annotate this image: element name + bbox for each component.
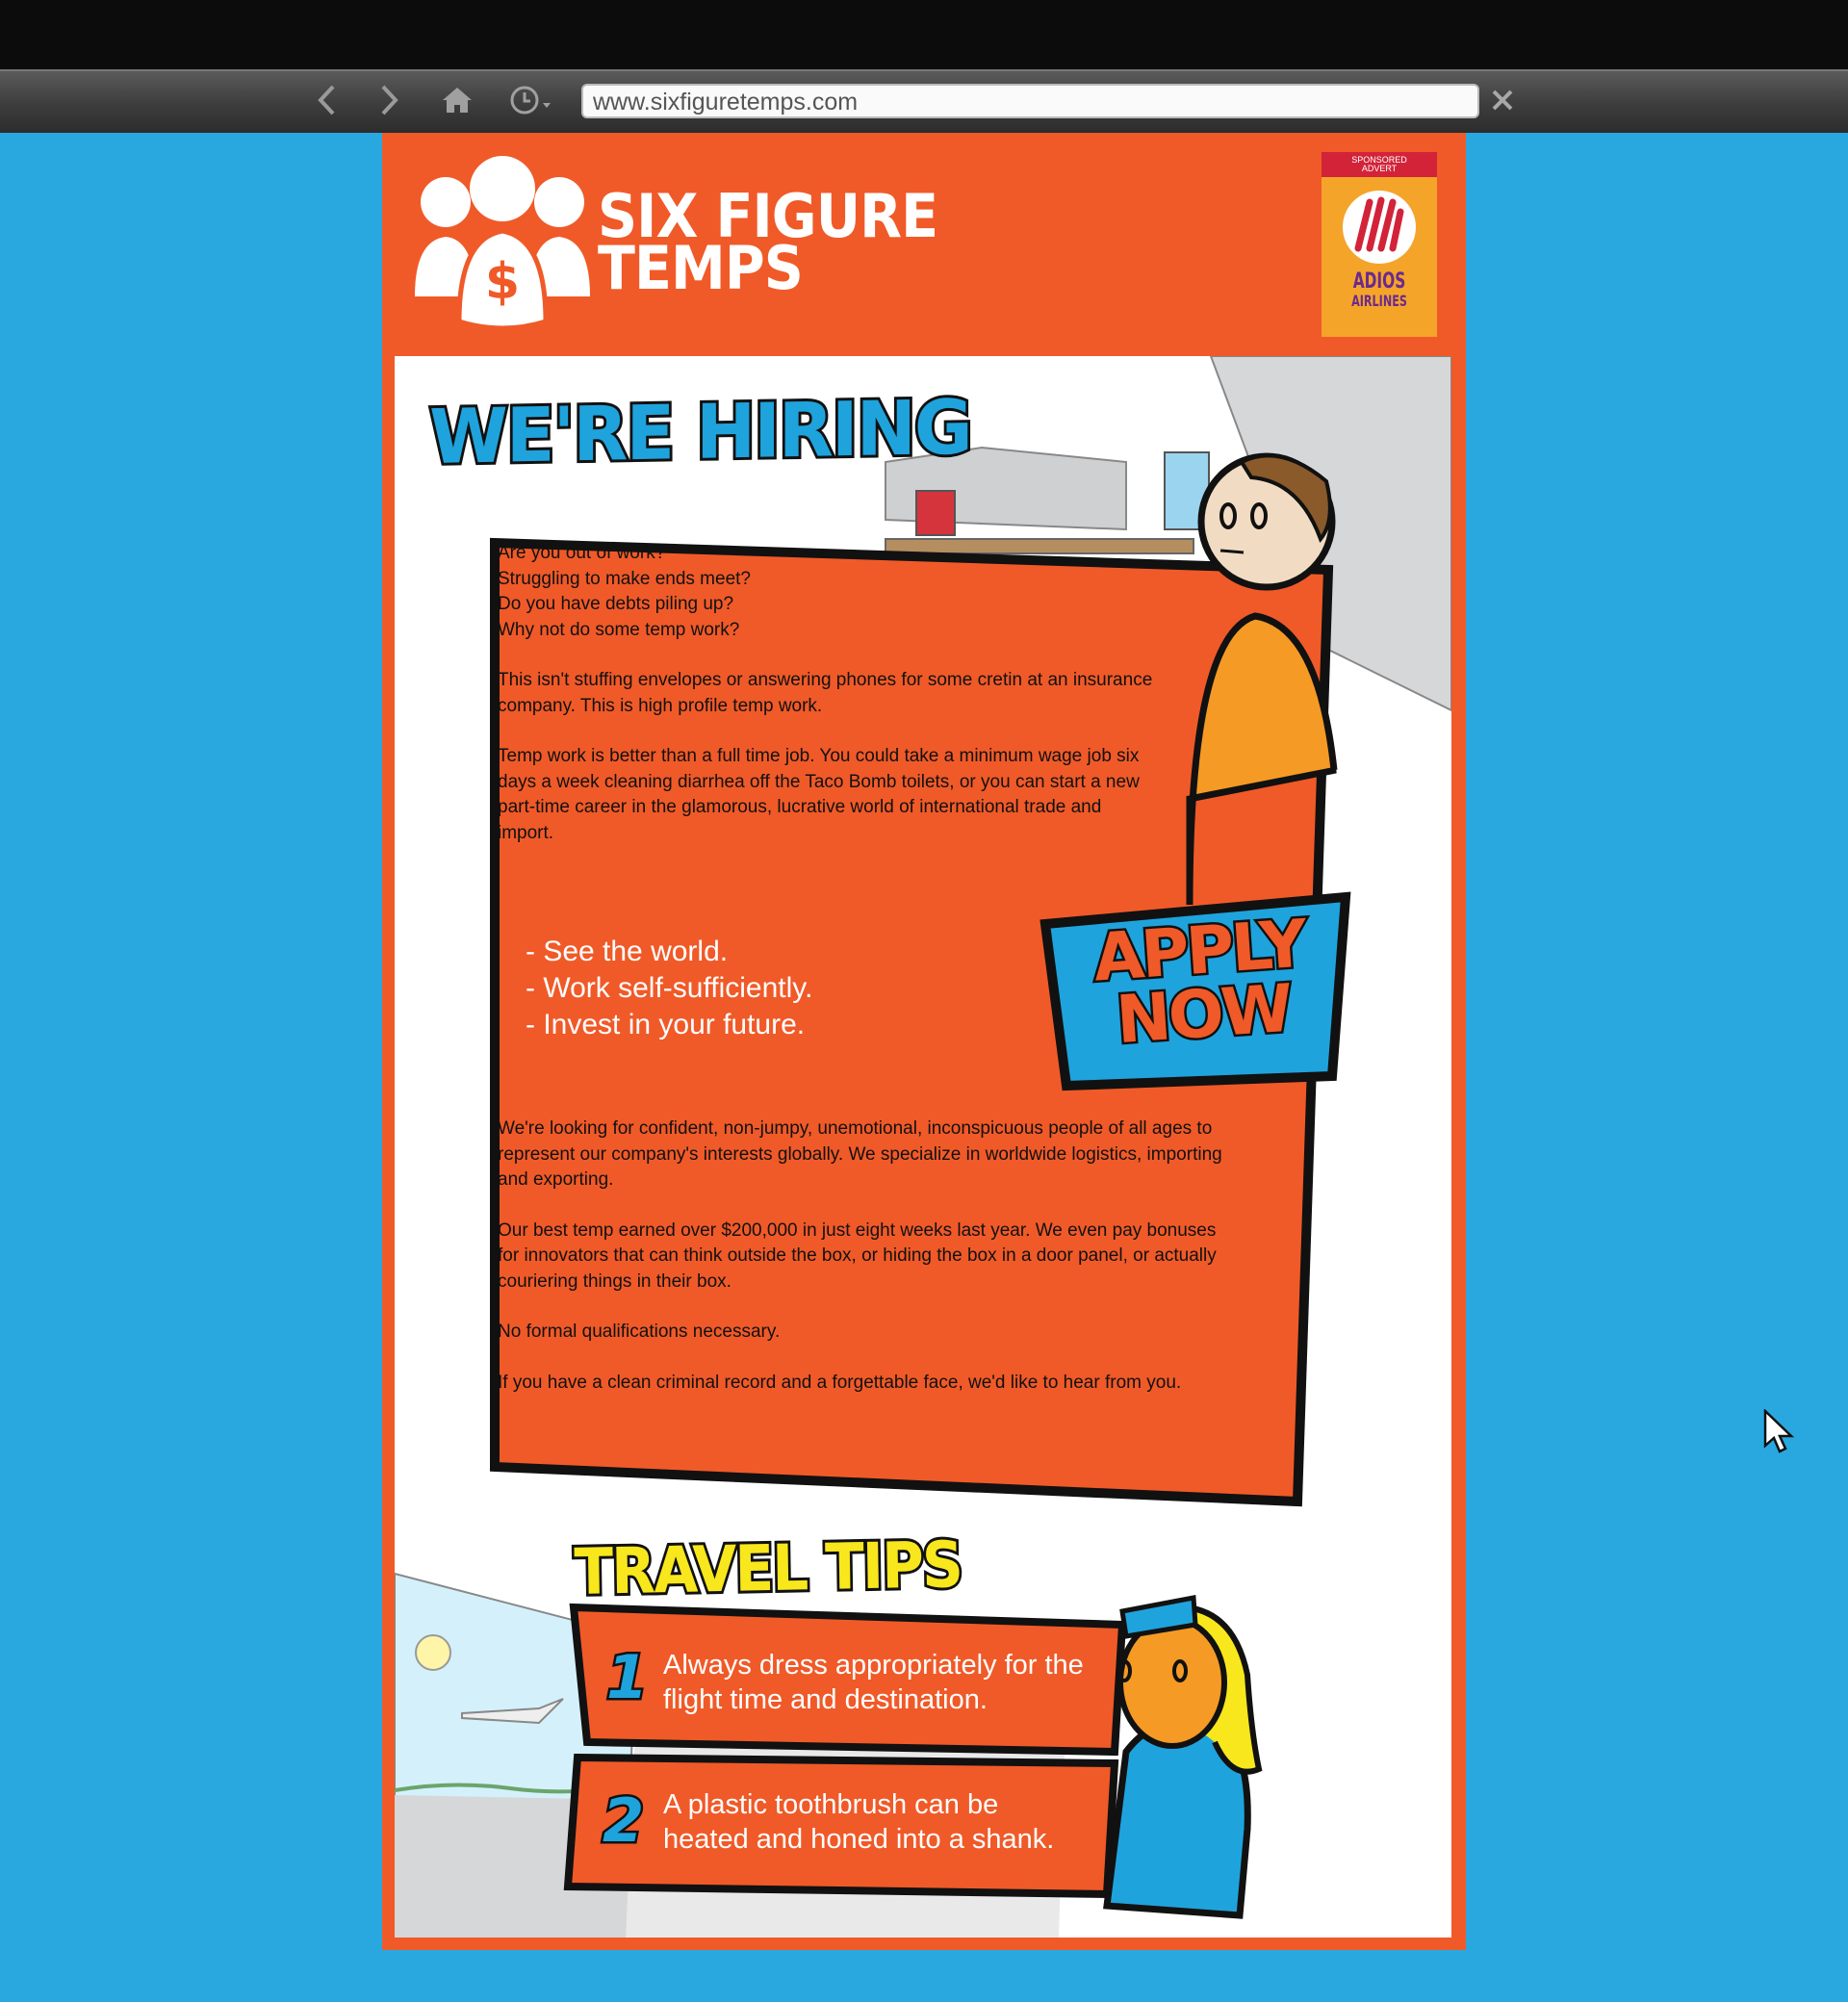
- benefit-item: - See the world.: [526, 936, 729, 967]
- benefits-list: [526, 934, 812, 1043]
- intro-line-4: Why not do some temp work?: [498, 619, 740, 640]
- mouse-cursor-icon: [1763, 1409, 1794, 1455]
- intro-line-3: Do you have debts piling up?: [498, 594, 734, 614]
- apply-now-button[interactable]: [1082, 906, 1322, 1060]
- hiring-paragraph-4: Our best temp earned over $200,000 in just eight weeks last year. We even pay bonuses for innovators that can think outside the box, or hiding the box in a door panel, or actually couriering things in their box.: [498, 1219, 1217, 1292]
- tip-1-line-2: flight time and destination.: [663, 1684, 988, 1715]
- sponsored-tag-line1: SPONSORED: [1351, 155, 1407, 165]
- sponsor-name-line1: ADIOS: [1352, 270, 1406, 294]
- intro-paragraph: [498, 541, 1248, 643]
- tip-text-2: [663, 1787, 1054, 1857]
- hiring-paragraph-5: No formal qualifications necessary.: [498, 1322, 781, 1342]
- hiring-body-lower: [498, 1116, 1229, 2002]
- logo-line1: SIX FIGURE: [598, 181, 938, 251]
- sponsor-name-line2: AIRLINES: [1351, 292, 1407, 310]
- hiring-paragraph-1: This isn't stuffing envelopes or answering phones for some cretin at an insurance company. This is high profile temp work.: [498, 670, 1153, 716]
- tip-1-line-1: Always dress appropriately for the: [663, 1650, 1084, 1681]
- hiring-paragraph-3: We're looking for confident, non-jumpy, unemotional, inconspicuous people of all ages to represent our company's interests globally. We specialize in worldwide logistics, importing and exporting.: [498, 1118, 1222, 1190]
- svg-text:$: $: [484, 253, 521, 311]
- apply-line2: NOW: [1114, 970, 1294, 1060]
- tip-number-2: 2: [603, 1785, 645, 1856]
- tip-text-1: [663, 1648, 1084, 1717]
- tip-2-line-1: A plastic toothbrush can be: [663, 1789, 999, 1820]
- tip-2-line-2: heated and honed into a shank.: [663, 1824, 1055, 1855]
- intro-line-1: Are you out of work?: [498, 543, 666, 563]
- logo-line2: TEMPS: [598, 233, 803, 303]
- sponsored-tag-line2: ADVERT: [1361, 164, 1398, 173]
- apply-line1: APPLY: [1091, 906, 1307, 997]
- url-input[interactable]: www.sixfiguretemps.com: [581, 84, 1479, 118]
- intro-line-2: Struggling to make ends meet?: [498, 568, 751, 589]
- hiring-paragraph-2: Temp work is better than a full time job. You could take a minimum wage job six days a week cleaning diarrhea off the Taco Bomb toilets, or you can start a new part-time career in the glamorous, lucrative world of international trade and import.: [498, 746, 1140, 843]
- hiring-heading: WE'RE HIRING: [429, 384, 971, 481]
- hiring-paragraph-6: If you have a clean criminal record and a forgettable face, we'd like to hear from you.: [498, 1372, 1182, 1393]
- travel-tips-heading: TRAVEL TIPS: [574, 1527, 962, 1609]
- tip-number-1: 1: [606, 1642, 649, 1712]
- benefit-item: - Invest in your future.: [526, 1009, 806, 1040]
- benefit-item: - Work self-sufficiently.: [526, 972, 813, 1004]
